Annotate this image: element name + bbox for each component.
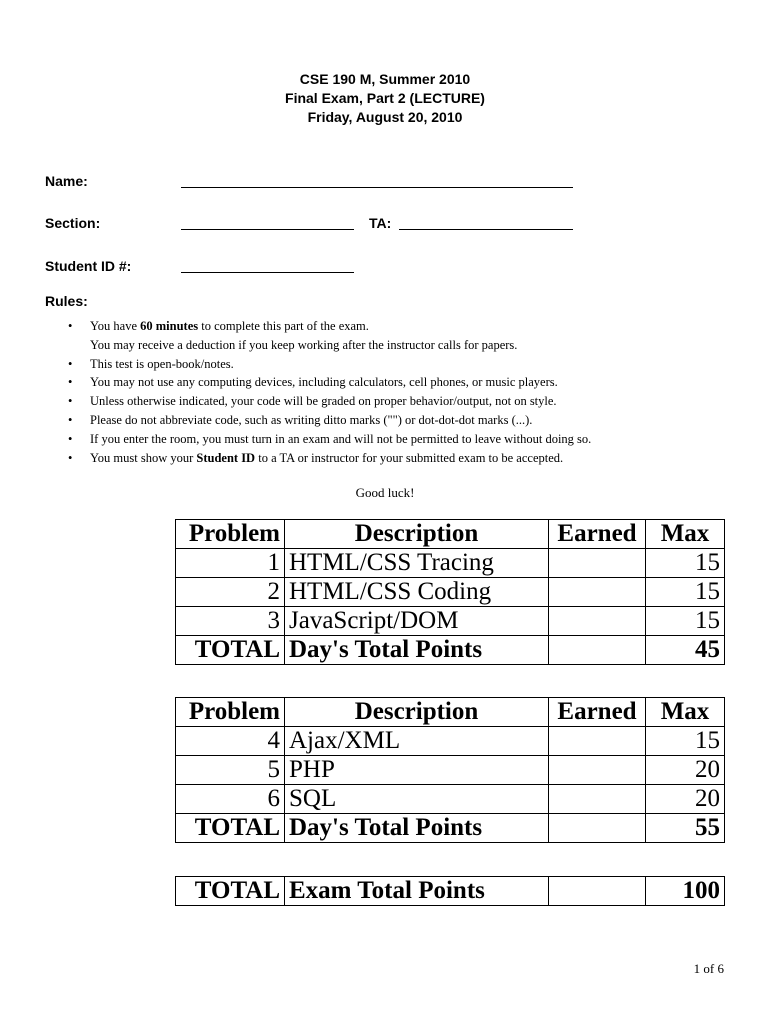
total-earned-cell[interactable] — [549, 814, 646, 843]
problem-number: 6 — [176, 785, 285, 814]
problem-description: PHP — [285, 756, 549, 785]
earned-cell[interactable] — [549, 578, 646, 607]
earned-cell[interactable] — [549, 785, 646, 814]
problem-number: 4 — [176, 727, 285, 756]
total-description: Exam Total Points — [285, 877, 549, 906]
total-max: 100 — [646, 877, 725, 906]
student-id-label: Student ID #: — [45, 258, 132, 274]
col-problem: Problem — [176, 698, 285, 727]
max-cell: 15 — [646, 578, 725, 607]
col-description: Description — [285, 520, 549, 549]
table-row — [176, 607, 725, 636]
course-title: CSE 190 M, Summer 2010 — [299, 71, 471, 87]
table-row — [176, 549, 725, 578]
col-problem: Problem — [176, 520, 285, 549]
table-row — [176, 785, 725, 814]
section-label: Section: — [45, 215, 101, 231]
section-blank[interactable] — [181, 229, 354, 230]
table-row — [176, 756, 725, 785]
table-total-row — [176, 877, 725, 906]
col-description: Description — [285, 698, 549, 727]
page-number: 1 of 6 — [693, 961, 724, 976]
total-earned-cell[interactable] — [549, 877, 646, 906]
problem-number: 5 — [176, 756, 285, 785]
max-cell: 15 — [646, 727, 725, 756]
table-row — [176, 578, 725, 607]
name-label: Name: — [45, 173, 88, 189]
exam-title: Final Exam, Part 2 (LECTURE) — [285, 90, 485, 106]
max-cell: 20 — [646, 756, 725, 785]
total-max: 55 — [646, 814, 725, 843]
table-total-row — [176, 814, 725, 843]
problem-description: JavaScript/DOM — [285, 607, 549, 636]
rule-item: • If you enter the room, you must turn in an exam and will not be permitted to leave without doing so. — [68, 430, 748, 449]
problem-number: 3 — [176, 607, 285, 636]
ta-label: TA: — [369, 215, 392, 231]
total-earned-cell[interactable] — [549, 636, 646, 665]
total-label: TOTAL — [176, 877, 285, 906]
earned-cell[interactable] — [549, 756, 646, 785]
total-label: TOTAL — [176, 814, 285, 843]
table-header-row — [176, 520, 725, 549]
col-earned: Earned — [549, 520, 646, 549]
problem-number: 1 — [176, 549, 285, 578]
problem-description: SQL — [285, 785, 549, 814]
score-table-day2 — [175, 697, 725, 843]
max-cell: 15 — [646, 607, 725, 636]
rule-item: • Unless otherwise indicated, your code will be graded on proper behavior/output, not on style. — [68, 392, 748, 411]
table-header-row — [176, 698, 725, 727]
col-max: Max — [646, 520, 725, 549]
rule-item: • You may not use any computing devices, including calculators, cell phones, or music players. — [68, 373, 748, 392]
table-total-row — [176, 636, 725, 665]
col-max: Max — [646, 698, 725, 727]
total-description: Day's Total Points — [285, 636, 549, 665]
exam-date: Friday, August 20, 2010 — [307, 109, 463, 125]
student-id-blank[interactable] — [181, 272, 354, 273]
score-table-day1 — [175, 519, 725, 665]
total-max: 45 — [646, 636, 725, 665]
max-cell: 15 — [646, 549, 725, 578]
earned-cell[interactable] — [549, 727, 646, 756]
earned-cell[interactable] — [549, 607, 646, 636]
exam-header — [0, 70, 770, 127]
name-blank[interactable] — [181, 187, 573, 188]
problem-number: 2 — [176, 578, 285, 607]
score-table-exam-total — [175, 876, 725, 906]
rule-item: • Please do not abbreviate code, such as writing ditto marks ("") or dot-dot-dot marks (...). — [68, 411, 748, 430]
rule-item: • You must show your Student ID to a TA or instructor for your submitted exam to be accepted. — [68, 449, 748, 468]
rule-item: • This test is open-book/notes. — [68, 355, 748, 374]
total-label: TOTAL — [176, 636, 285, 665]
earned-cell[interactable] — [549, 549, 646, 578]
problem-description: HTML/CSS Coding — [285, 578, 549, 607]
total-description: Day's Total Points — [285, 814, 549, 843]
rules-title: Rules: — [45, 293, 88, 309]
rule-item: • You have 60 minutes to complete this part of the exam. You may receive a deduction if you keep working after the instructor calls for papers. — [68, 317, 748, 355]
max-cell: 20 — [646, 785, 725, 814]
table-row — [176, 727, 725, 756]
problem-description: Ajax/XML — [285, 727, 549, 756]
ta-blank[interactable] — [399, 229, 573, 230]
good-luck: Good luck! — [355, 485, 415, 500]
rules-list — [68, 317, 748, 467]
problem-description: HTML/CSS Tracing — [285, 549, 549, 578]
col-earned: Earned — [549, 698, 646, 727]
